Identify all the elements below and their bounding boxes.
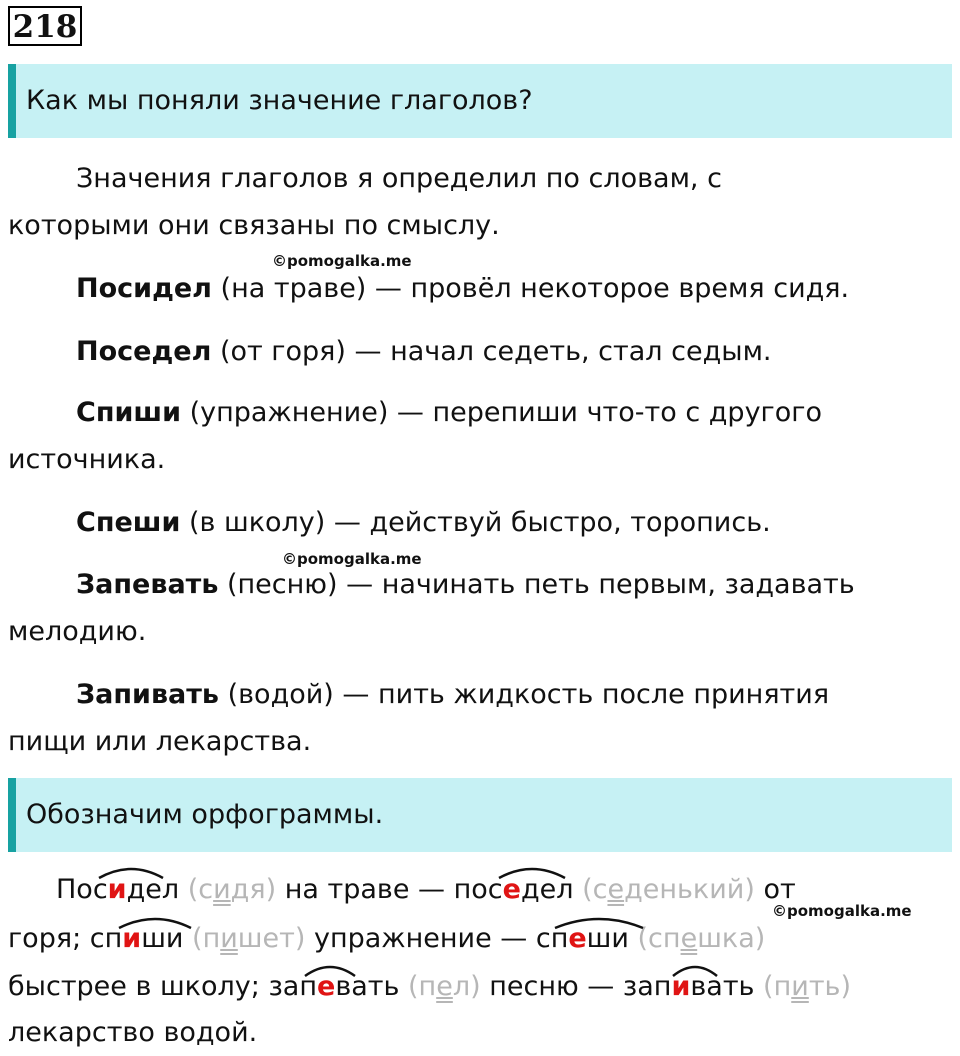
- check-word-pel: (пел): [399, 971, 481, 1002]
- entry-definition: (песню) — начинать петь первым, задавать: [218, 569, 855, 600]
- task-number: 218: [8, 6, 82, 46]
- entry-posidel: [76, 272, 849, 306]
- vowel-highlight: и: [671, 971, 691, 1002]
- entry-definition: (упражнение) — перепиши что-то с другого: [180, 397, 822, 428]
- entry-definition: (водой) — пить жидкость после принятия: [219, 679, 830, 710]
- root-arc-icon: [302, 960, 358, 978]
- entry-word: Спеши: [76, 507, 181, 538]
- watermark: ©pomogalka.me: [272, 252, 412, 270]
- check-word-sidya: (сидя): [179, 874, 277, 905]
- check-word-pit: (пить): [754, 971, 851, 1002]
- entry-definition: (на траве) — провёл некоторое время сидя.: [211, 273, 850, 304]
- text-fragment: горя;: [8, 923, 90, 954]
- word-zapivat: запивать: [622, 971, 755, 1002]
- text-fragment: от: [754, 874, 796, 905]
- text-fragment: на траве —: [276, 874, 454, 905]
- vowel-highlight: и: [107, 874, 127, 905]
- root-arc-icon: [116, 912, 194, 930]
- entry-word: Запивать: [76, 679, 220, 710]
- section-header-orthograms: Обозначим орфограммы.: [8, 778, 952, 852]
- entry-word: Поседел: [76, 336, 212, 367]
- root-arc-icon: [552, 912, 646, 930]
- check-word-sedenkiy: (седенький): [573, 874, 755, 905]
- word-spishi: спиши: [89, 923, 184, 954]
- intro-line-2: которыми они связаны по смыслу.: [8, 210, 500, 241]
- text-fragment: песню —: [480, 971, 623, 1002]
- root-arc-icon: [96, 862, 166, 880]
- text-fragment: быстрее в школу;: [8, 971, 269, 1002]
- entry-speshi: [76, 506, 771, 540]
- vowel-highlight: е: [502, 874, 521, 905]
- check-word-speshka: (спешка): [628, 923, 766, 954]
- entry-zapevat: [76, 568, 855, 602]
- entry-spishi-cont: источника.: [8, 444, 166, 475]
- entry-word: Запевать: [76, 569, 219, 600]
- entry-zapivat: [76, 678, 829, 712]
- word-posedel: поседел: [453, 874, 574, 905]
- watermark: ©pomogalka.me: [772, 902, 912, 920]
- vowel-highlight: е: [317, 971, 336, 1002]
- entry-posedel: [76, 335, 772, 369]
- entry-definition: (в школу) — действуй быстро, торопись.: [180, 507, 771, 538]
- watermark: ©pomogalka.me: [282, 550, 422, 568]
- entry-word: Спиши: [76, 397, 181, 428]
- entry-zapevat-cont: мелодию.: [8, 616, 147, 647]
- text-fragment: упражнение —: [305, 923, 536, 954]
- entry-definition: (от горя) — начал седеть, стал седым.: [211, 336, 772, 367]
- word-speshi: спеши: [535, 923, 629, 954]
- entry-spishi: [76, 396, 822, 430]
- word-zapevat: запевать: [268, 971, 400, 1002]
- section-header-meaning: Как мы поняли значение глаголов?: [8, 64, 952, 138]
- root-arc-icon: [496, 862, 568, 880]
- root-arc-icon: [670, 960, 720, 978]
- entry-zapivat-cont: пищи или лекарства.: [8, 726, 312, 757]
- entry-word: Посидел: [76, 273, 212, 304]
- intro-line-1: Значения глаголов я определил по словам, с: [76, 163, 722, 194]
- vowel-highlight: е: [568, 923, 587, 954]
- orthogram-line-1: [56, 873, 796, 907]
- word-posidel: Посидел: [56, 874, 180, 905]
- orthogram-line-3: [8, 970, 851, 1004]
- check-word-pishet: (пишет): [183, 923, 306, 954]
- orthogram-line-4: лекарство водой.: [8, 1017, 258, 1048]
- vowel-highlight: и: [122, 923, 142, 954]
